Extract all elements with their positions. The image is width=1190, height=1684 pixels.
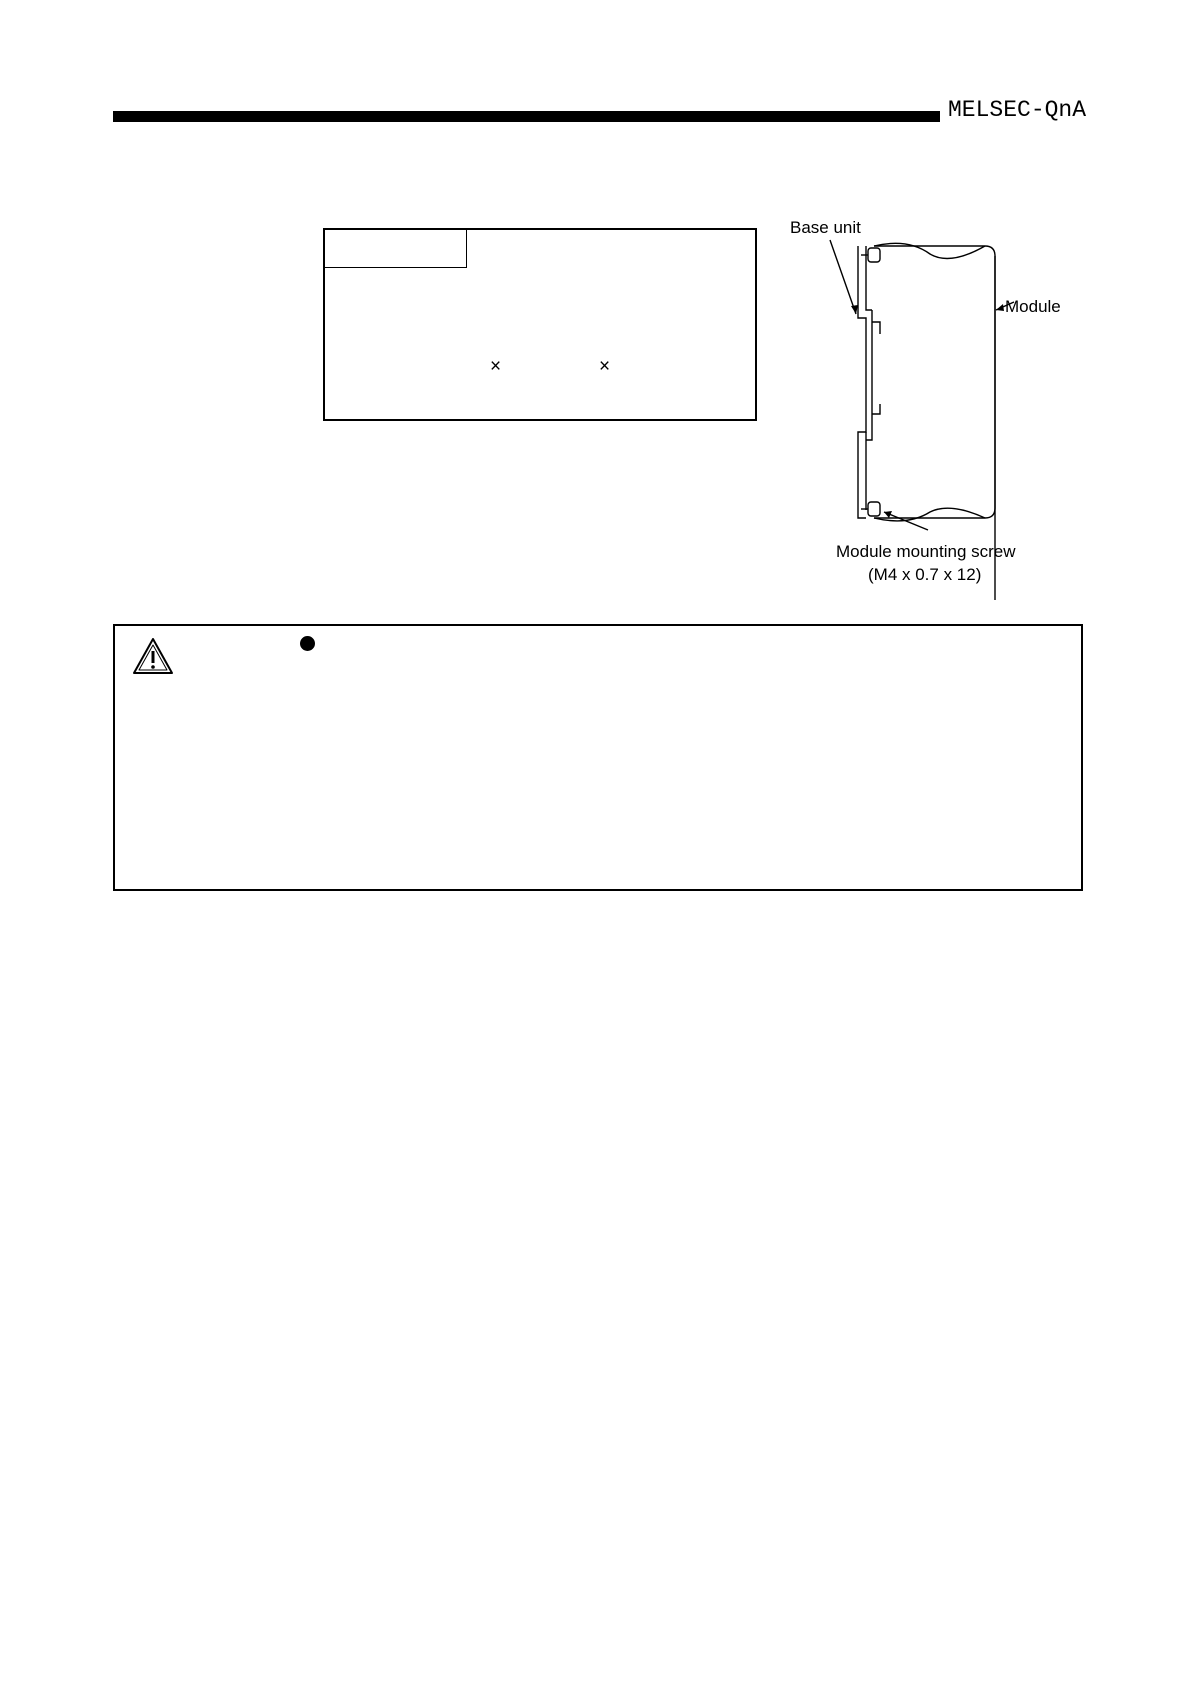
multiply-symbol-1: × [490, 356, 502, 377]
label-module: Module [1005, 297, 1061, 316]
header-title: MELSEC-QnA [948, 97, 1087, 123]
label-base-unit: Base unit [790, 218, 861, 237]
bullet-dot [300, 636, 315, 651]
caution-box [113, 624, 1083, 891]
multiply-symbol-2: × [599, 356, 611, 377]
point-box [323, 228, 757, 421]
label-screw-spec: (M4 x 0.7 x 12) [868, 565, 982, 584]
point-box-tab [325, 230, 467, 268]
header-rule [113, 111, 940, 122]
warning-triangle-icon [131, 636, 175, 676]
label-mounting-screw: Module mounting screw [836, 542, 1016, 561]
module-mounting-diagram [780, 210, 1100, 600]
